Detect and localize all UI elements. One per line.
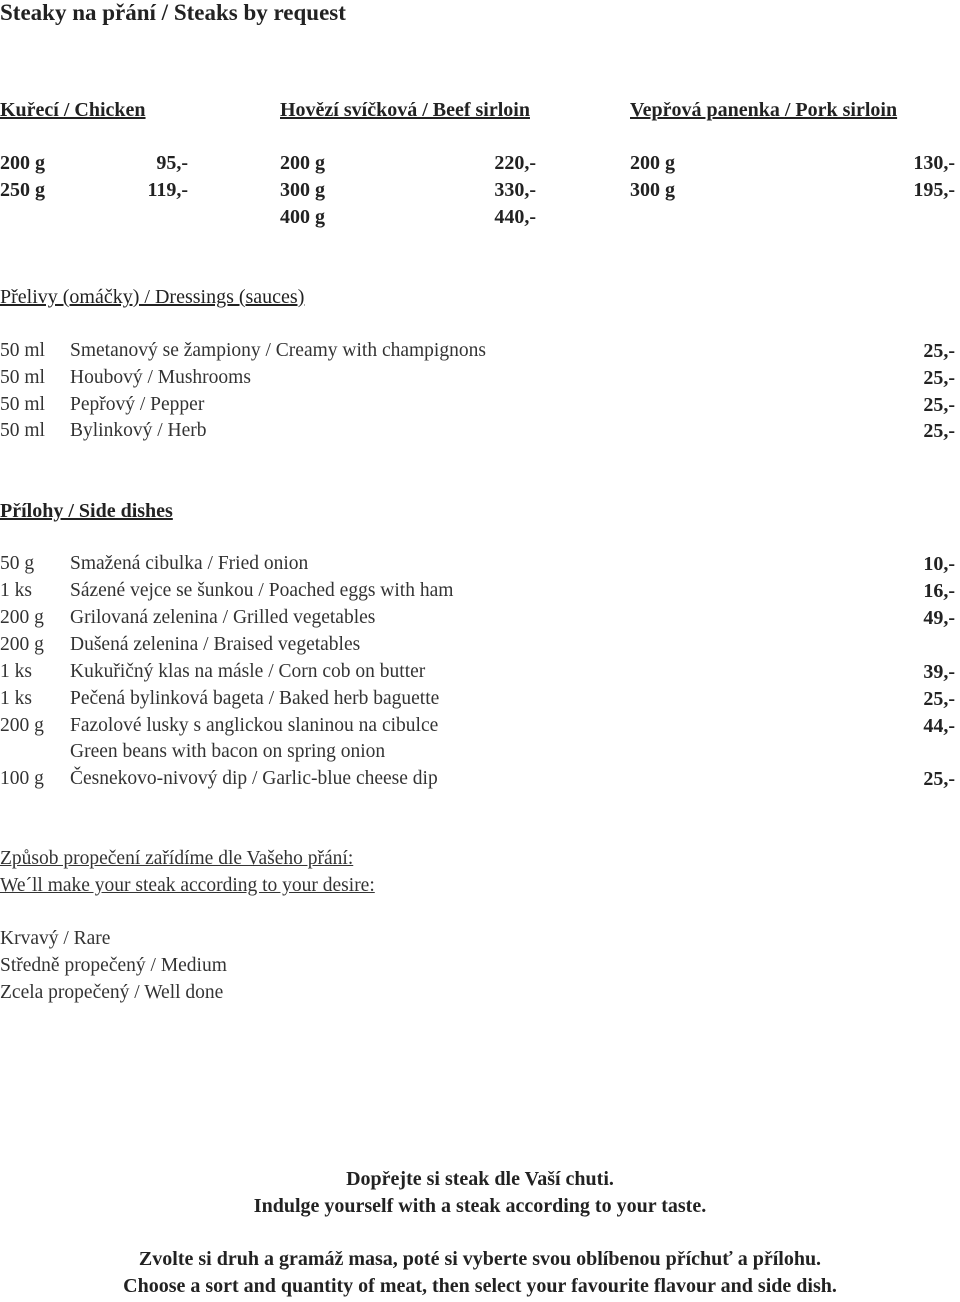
dressing-qty: 50 ml bbox=[0, 340, 45, 361]
chicken-weight: 250 g bbox=[0, 179, 45, 201]
pork-weight: 200 g bbox=[630, 152, 675, 174]
side-name: Dušená zelenina / Braised vegetables bbox=[70, 634, 361, 655]
dressing-qty: 50 ml bbox=[0, 367, 45, 388]
page-title: Steaky na přání / Steaks by request bbox=[0, 0, 346, 25]
beef-heading: Hovězí svíčková / Beef sirloin bbox=[280, 99, 530, 121]
dressing-price: 25,- bbox=[923, 420, 955, 442]
side-qty: 100 g bbox=[0, 768, 44, 789]
pork-heading: Vepřová panenka / Pork sirloin bbox=[630, 99, 898, 121]
side-name: Grilovaná zelenina / Grilled vegetables bbox=[70, 607, 376, 628]
doneness-level: Krvavý / Rare bbox=[0, 928, 111, 949]
side-qty: 200 g bbox=[0, 607, 44, 628]
chicken-price: 119,- bbox=[147, 179, 188, 201]
dressing-name: Bylinkový / Herb bbox=[70, 420, 207, 441]
pork-weight: 300 g bbox=[630, 179, 675, 201]
side-qty: 1 ks bbox=[0, 580, 32, 601]
dressing-price: 25,- bbox=[923, 394, 955, 416]
chicken-price: 95,- bbox=[156, 152, 188, 174]
dressing-name: Pepřový / Pepper bbox=[70, 394, 205, 415]
side-qty: 200 g bbox=[0, 634, 44, 655]
doneness-heading-en: We´ll make your steak according to your desire: bbox=[0, 875, 375, 896]
side-name: Sázené vejce se šunkou / Poached eggs with ham bbox=[70, 580, 454, 601]
dressing-price: 25,- bbox=[923, 367, 955, 389]
doneness-level: Středně propečený / Medium bbox=[0, 955, 227, 976]
dressing-name: Smetanový se žampiony / Creamy with champignons bbox=[70, 340, 486, 361]
side-price: 25,- bbox=[923, 768, 955, 790]
side-name: Fazolové lusky s anglickou slaninou na cibulce bbox=[70, 715, 439, 736]
footer-line: Dopřejte si steak dle Vaší chuti. bbox=[346, 1168, 614, 1190]
beef-price: 330,- bbox=[494, 179, 536, 201]
pork-price: 130,- bbox=[913, 152, 955, 174]
side-name: Green beans with bacon on spring onion bbox=[70, 741, 386, 762]
side-qty: 1 ks bbox=[0, 688, 32, 709]
doneness-heading-cz: Způsob propečení zařídíme dle Vašeho přání: bbox=[0, 848, 354, 869]
beef-weight: 400 g bbox=[280, 206, 325, 228]
doneness-level: Zcela propečený / Well done bbox=[0, 982, 224, 1003]
chicken-weight: 200 g bbox=[0, 152, 45, 174]
side-name: Kukuřičný klas na másle / Corn cob on butter bbox=[70, 661, 426, 682]
side-qty: 1 ks bbox=[0, 661, 32, 682]
chicken-heading: Kuřecí / Chicken bbox=[0, 99, 146, 121]
dressing-name: Houbový / Mushrooms bbox=[70, 367, 251, 388]
dressing-price: 25,- bbox=[923, 340, 955, 362]
side-price: 39,- bbox=[923, 661, 955, 683]
side-qty: 50 g bbox=[0, 553, 35, 574]
side-price: 25,- bbox=[923, 688, 955, 710]
side-price: 49,- bbox=[923, 607, 955, 629]
side-name: Pečená bylinková bageta / Baked herb baguette bbox=[70, 688, 440, 709]
side-price: 44,- bbox=[923, 715, 955, 737]
beef-weight: 200 g bbox=[280, 152, 325, 174]
dressing-qty: 50 ml bbox=[0, 394, 45, 415]
side-price: 16,- bbox=[923, 580, 955, 602]
sides-heading: Přílohy / Side dishes bbox=[0, 500, 173, 522]
dressing-qty: 50 ml bbox=[0, 420, 45, 441]
side-qty: 200 g bbox=[0, 715, 44, 736]
side-name: Smažená cibulka / Fried onion bbox=[70, 553, 309, 574]
dressings-heading: Přelivy (omáčky) / Dressings (sauces) bbox=[0, 286, 305, 308]
side-price: 10,- bbox=[923, 553, 955, 575]
side-name: Česnekovo-nivový dip / Garlic-blue cheese dip bbox=[70, 768, 438, 789]
beef-price: 220,- bbox=[494, 152, 536, 174]
footer-line: Indulge yourself with a steak according to your taste. bbox=[253, 1195, 707, 1217]
footer-line: Choose a sort and quantity of meat, then select your favourite flavour and side dish. bbox=[123, 1275, 837, 1297]
beef-price: 440,- bbox=[494, 206, 536, 228]
pork-price: 195,- bbox=[913, 179, 955, 201]
footer-line: Zvolte si druh a gramáž masa, poté si vyberte svou oblíbenou příchuť a přílohu. bbox=[138, 1248, 822, 1270]
beef-weight: 300 g bbox=[280, 179, 325, 201]
